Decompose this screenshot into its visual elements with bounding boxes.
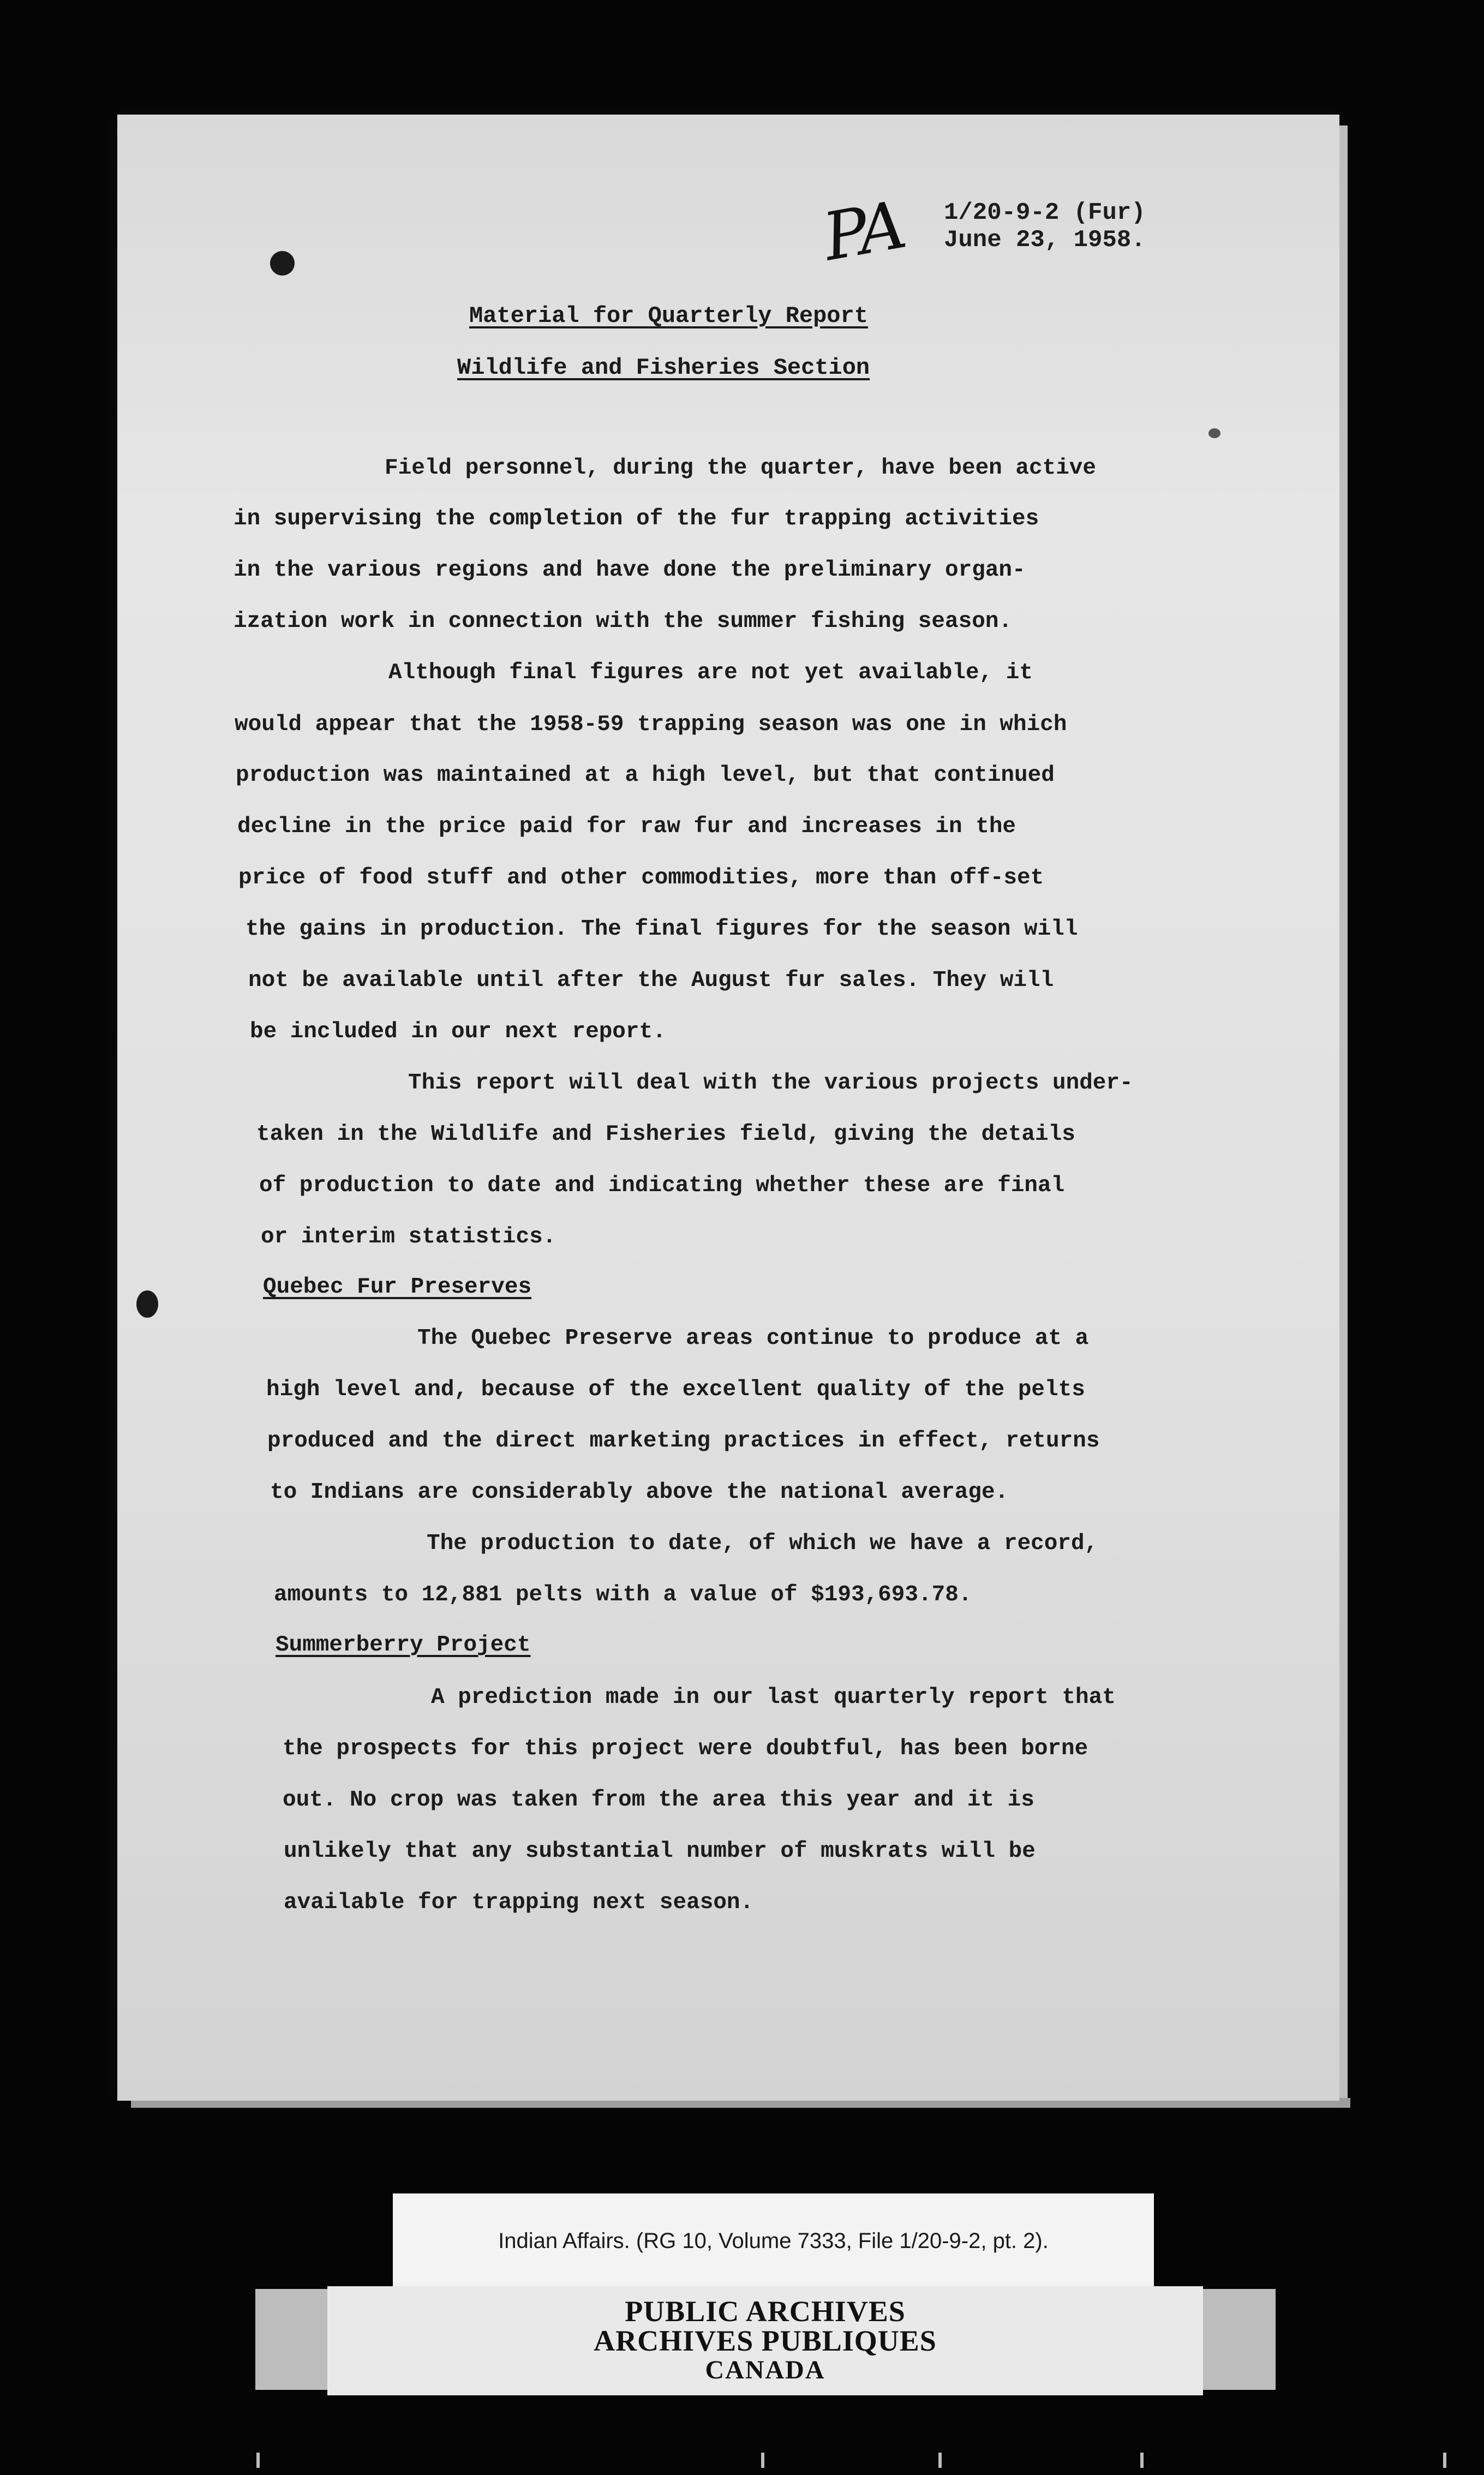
body-line: the gains in production. The final figures for the season will [246,917,1078,942]
section-line: unlikely that any substantial number of muskrats will be [284,1839,1036,1864]
section-line: high level and, because of the excellent quality of the pelts [266,1377,1085,1402]
section-line: available for trapping next season. [284,1890,754,1915]
body-line: Field personnel, during the quarter, have been active [385,456,1097,481]
body-line: of production to date and indicating whether these are final [259,1173,1065,1198]
section-line: The Quebec Preserve areas continue to produce at a [417,1326,1089,1351]
section-line: The production to date, of which we have a record, [427,1531,1098,1556]
citation-card [393,2193,1154,2289]
archives-name-english: PUBLIC ARCHIVES [625,2295,906,2328]
document-date: June 23, 1958. [944,226,1146,254]
section-line: to Indians are considerably above the national average. [270,1480,1009,1505]
section-line: amounts to 12,881 pelts with a value of $193,693.78. [274,1582,972,1607]
section-line: out. No crop was taken from the area this year and it is [283,1787,1034,1813]
ink-smudge [270,251,295,276]
ink-spot [1208,428,1220,438]
archives-country: CANADA [705,2356,825,2384]
body-line: ization work in connection with the summer fishing season. [234,609,1013,634]
body-line: taken in the Wildlife and Fisheries field, giving the details [256,1122,1075,1147]
body-line: not be available until after the August fur sales. They will [248,968,1054,993]
film-tick [256,2453,260,2468]
punch-hole [136,1290,158,1318]
handwritten-initials: PA [818,187,909,276]
section-heading-quebec: Quebec Fur Preserves [263,1275,532,1300]
film-tick [1140,2453,1144,2468]
title-line-2: Wildlife and Fisheries Section [457,355,870,381]
body-line: or interim statistics. [261,1224,556,1250]
body-line: decline in the price paid for raw fur and increases in the [237,814,1016,839]
body-line: price of food stuff and other commodities, more than off-set [238,865,1044,890]
body-line: Although final figures are not yet available, it [388,660,1033,685]
body-line: would appear that the 1958-59 trapping season was one in which [235,712,1067,737]
body-line: This report will deal with the various projects under- [408,1071,1133,1096]
archives-label [327,2286,1203,2395]
section-heading-summerberry: Summerberry Project [276,1633,531,1658]
body-line: production was maintained at a high level, but that continued [236,763,1055,788]
section-line: the prospects for this project were doubtful, has been borne [283,1736,1088,1761]
section-line: A prediction made in our last quarterly report that [431,1685,1116,1710]
body-line: be included in our next report. [250,1019,666,1044]
film-tick [938,2453,942,2468]
file-reference-block [944,199,1146,254]
section-line: produced and the direct marketing practices in effect, returns [267,1428,1100,1454]
body-line: in the various regions and have done the preliminary organ- [234,558,1026,583]
file-reference: 1/20-9-2 (Fur) [944,199,1146,226]
body-line: in supervising the completion of the fur trapping activities [234,506,1039,531]
title-line-1: Material for Quarterly Report [469,303,868,329]
film-tick [1443,2453,1446,2468]
film-tick [761,2453,764,2468]
citation-text: Indian Affairs. (RG 10, Volume 7333, File 1/20-9-2, pt. 2). [498,2229,1049,2253]
archives-name-french: ARCHIVES PUBLIQUES [594,2324,937,2357]
